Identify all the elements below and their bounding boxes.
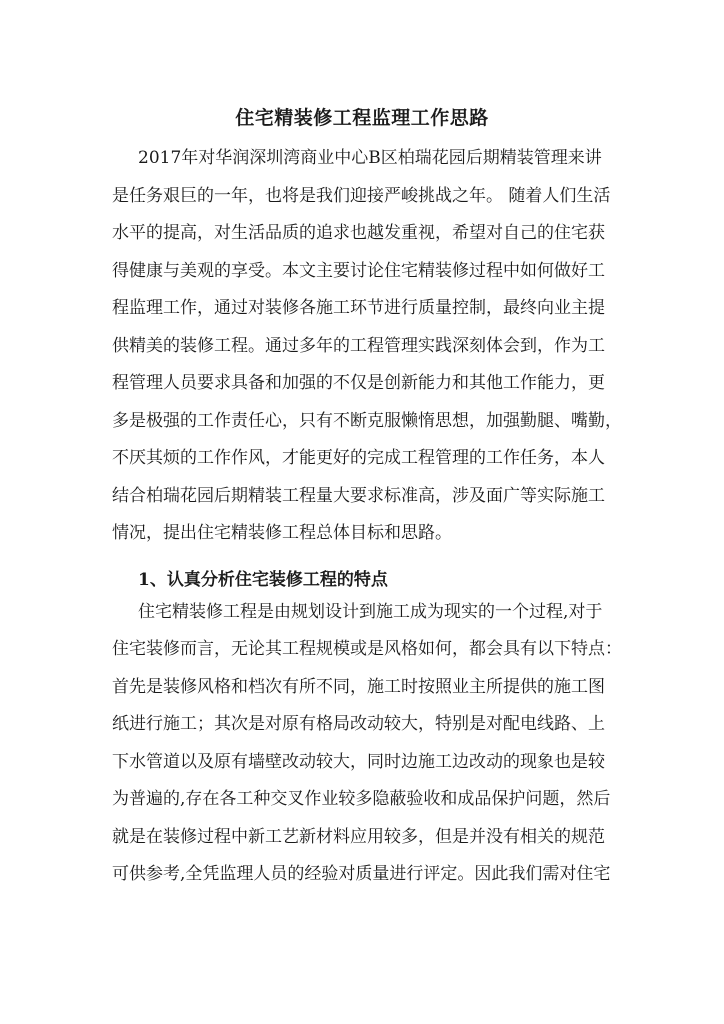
paragraph-line: 情况，提出住宅精装修工程总体目标和思路。 bbox=[112, 523, 452, 543]
paragraph-line: 下水管道以及原有墙壁改动较大，同时边施工边改动的现象也是较 bbox=[112, 752, 605, 772]
paragraph-line: 2017年对华润深圳湾商业中心B区柏瑞花园后期精装管理来讲 bbox=[138, 148, 602, 168]
document-title: 住宅精装修工程监理工作思路 bbox=[235, 107, 489, 129]
paragraph-line: 纸进行施工；其次是对原有格局改动较大，特别是对配电线路、上 bbox=[112, 714, 605, 734]
paragraph-line: 不厌其烦的工作作风，才能更好的完成工程管理的工作任务，本人 bbox=[112, 448, 605, 468]
paragraph-line: 水平的提高，对生活品质的追求也越发重视，希望对自己的住宅获 bbox=[112, 223, 605, 243]
paragraph-line: 可供参考,全凭监理人员的经验对质量进行评定。因此我们需对住宅 bbox=[112, 864, 611, 884]
paragraph-line: 供精美的装修工程。通过多年的工程管理实践深刻体会到，作为工 bbox=[112, 336, 605, 356]
paragraph-line: 程管理人员要求具备和加强的不仅是创新能力和其他工作能力，更 bbox=[112, 373, 605, 393]
paragraph-line: 得健康与美观的享受。本文主要讨论住宅精装修过程中如何做好工 bbox=[112, 261, 605, 281]
section-heading: 1、认真分析住宅装修工程的特点 bbox=[138, 570, 388, 590]
paragraph-line: 住宅装修而言，无论其工程规模或是风格如何，都会具有以下特点： bbox=[112, 639, 622, 659]
paragraph-line: 就是在装修过程中新工艺新材料应用较多，但是并没有相关的规范 bbox=[112, 827, 605, 847]
paragraph-line: 多是极强的工作责任心，只有不断克服懒惰思想，加强勤腿、嘴勤， bbox=[112, 411, 622, 431]
paragraph-line: 住宅精装修工程是由规划设计到施工成为现实的一个过程,对于 bbox=[138, 602, 603, 622]
paragraph-line: 为普遍的,存在各工种交叉作业较多隐蔽验收和成品保护问题，然后 bbox=[112, 789, 611, 809]
paragraph-line: 首先是装修风格和档次有所不同，施工时按照业主所提供的施工图 bbox=[112, 677, 605, 697]
paragraph-line: 是任务艰巨的一年，也将是我们迎接严峻挑战之年。 随着人们生活 bbox=[112, 186, 611, 206]
paragraph-line: 程监理工作，通过对装修各施工环节进行质量控制，最终向业主提 bbox=[112, 298, 605, 318]
paragraph-line: 结合柏瑞花园后期精装工程量大要求标准高，涉及面广等实际施工 bbox=[112, 486, 605, 506]
